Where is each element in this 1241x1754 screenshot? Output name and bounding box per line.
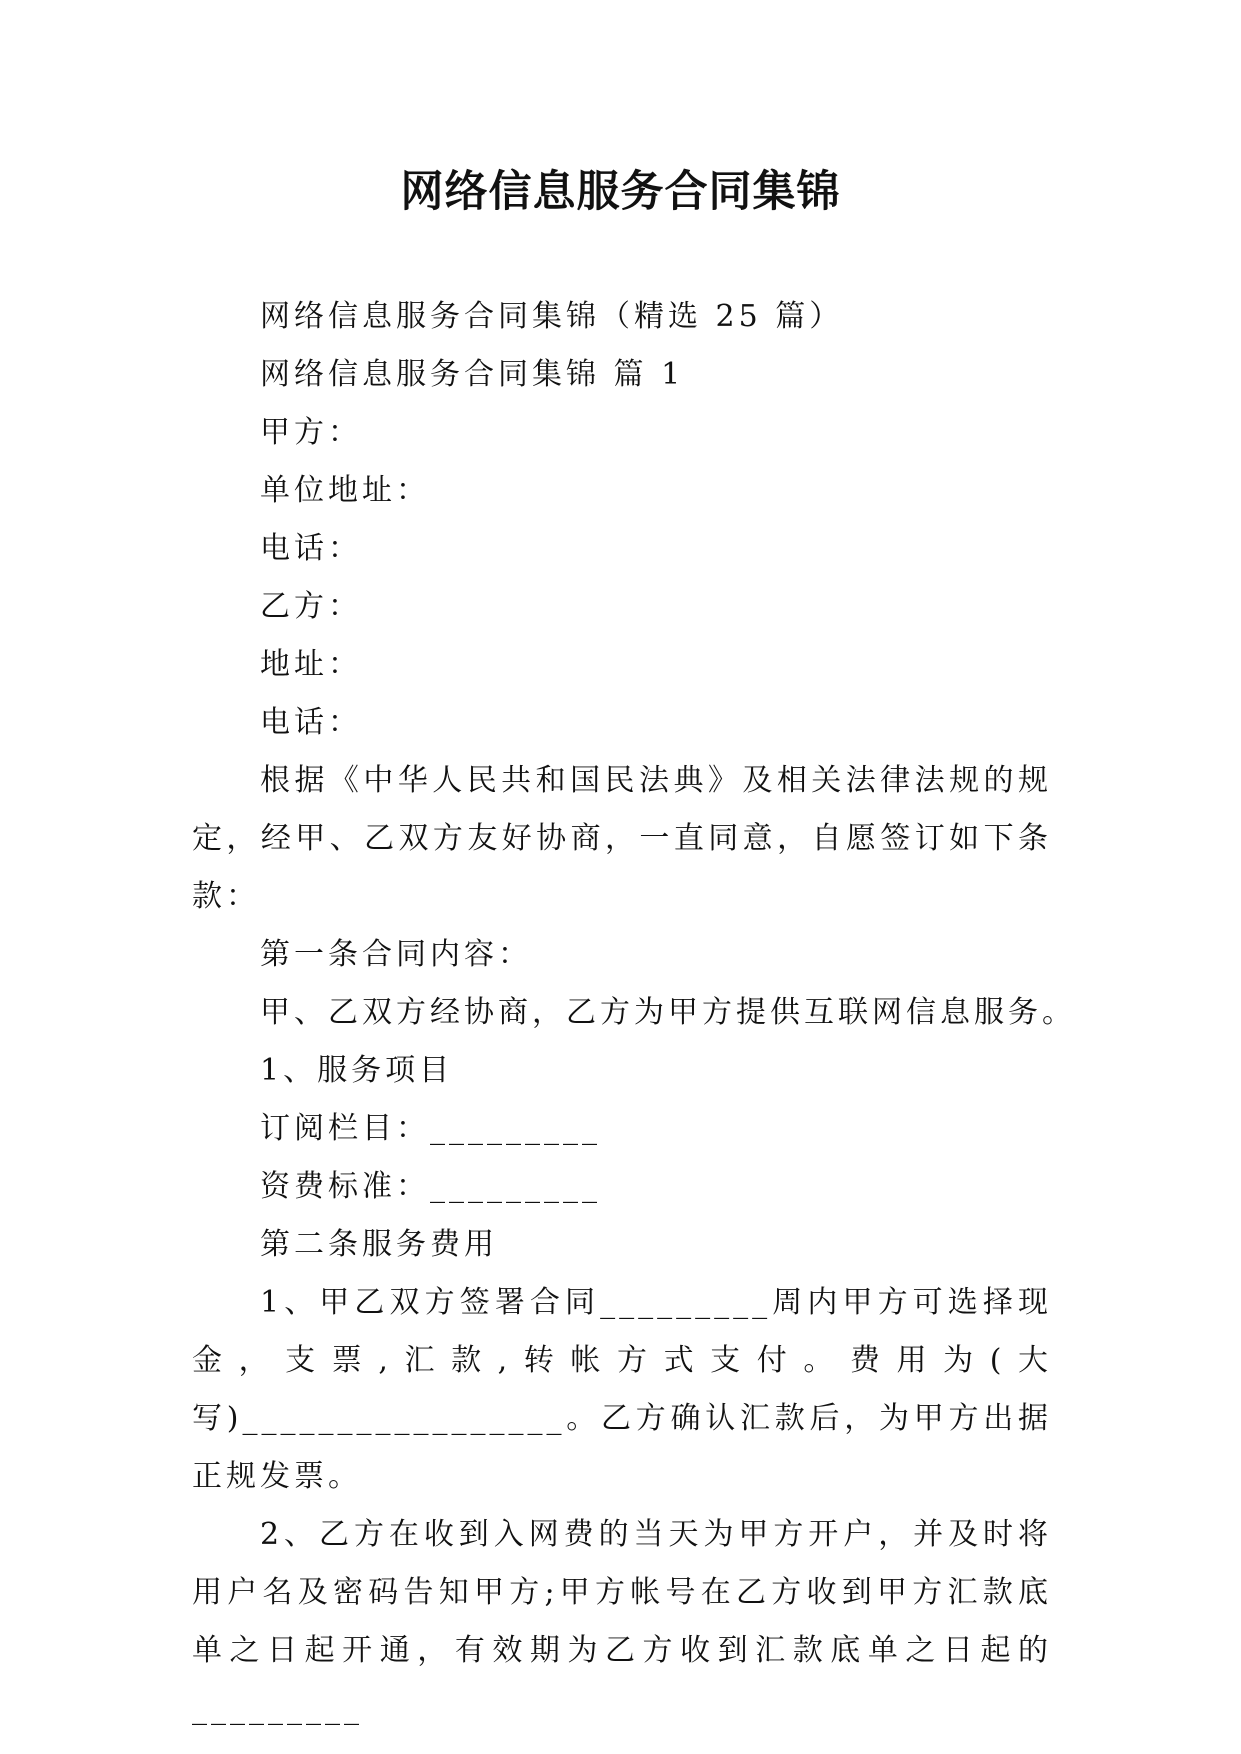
fee-standard-line: 资费标准：_________ [260,1169,601,1204]
payment-clause: 1、甲乙双方签署合同_________周内甲方可选择现金，支票,汇款,转帐方式支付。费用为(大写)_________________。乙方确认汇款后，为甲方出据正规发票。 [192,1285,1052,1494]
subtitle-paragraph: 网络信息服务合同集锦（精选 25 篇） [260,299,844,334]
party-a-label: 甲方： [260,415,362,450]
party-a-phone-label: 电话： [260,531,362,566]
section-heading: 网络信息服务合同集锦 篇 1 [260,357,685,392]
preamble-paragraph: 根据《中华人民共和国民法典》及相关法律法规的规定，经甲、乙双方友好协商，一直同意，自愿签订如下条款： [192,763,1052,914]
document-title: 网络信息服务合同集锦 [400,167,841,217]
article-one-content: 甲、乙双方经协商，乙方为甲方提供互联网信息服务。 [260,995,1076,1030]
document-body [192,288,1076,1738]
subscription-column-line: 订阅栏目：_________ [260,1111,601,1146]
party-b-phone-label: 电话： [260,705,362,740]
party-b-address-label: 地址： [260,647,362,682]
article-one-heading: 第一条合同内容： [260,937,532,972]
service-items-heading: 1、服务项目 [260,1053,454,1088]
account-opening-clause: 2、乙方在收到入网费的当天为甲方开户，并及时将用户名及密码告知甲方;甲方帐号在乙方收到甲方汇款底单之日起开通，有效期为乙方收到汇款底单之日起的_________ [192,1517,1052,1726]
party-a-address-label: 单位地址： [260,473,430,508]
article-two-heading: 第二条服务费用 [260,1227,498,1262]
party-b-label: 乙方： [260,589,362,624]
